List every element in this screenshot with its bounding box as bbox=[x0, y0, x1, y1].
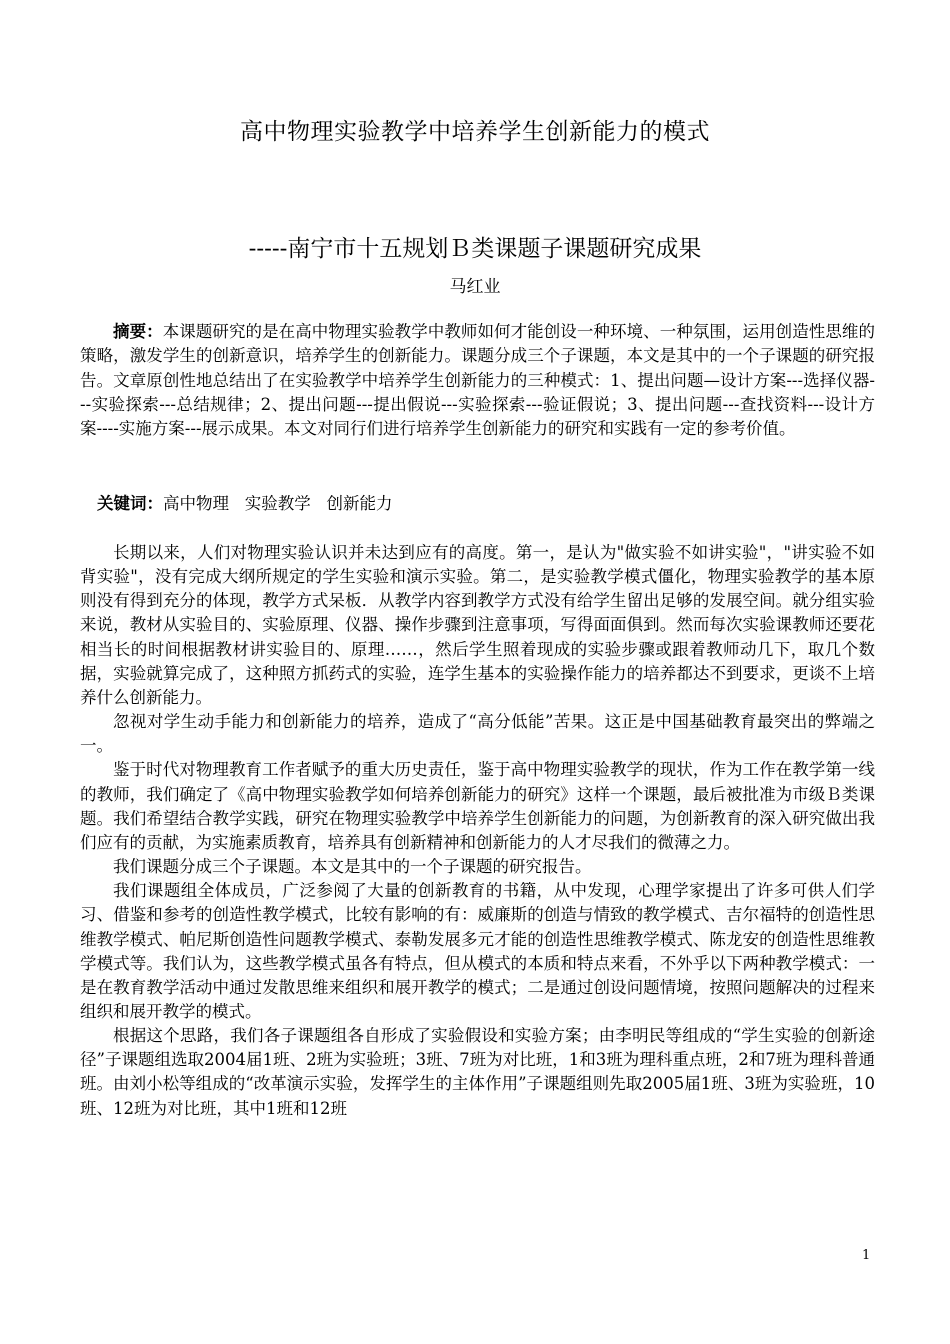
body-paragraph: 长期以来，人们对物理实验认识并未达到应有的高度。第一，是认为"做实验不如讲实验"，"讲实验不如背实验"，没有完成大纲所规定的学生实验和演示实验。第二，是实验教学模式僵化，物理实验教学的基本原则没有得到充分的体现，教学方式呆板．从教学内容到教学方式没有给学生留出足够的发展空间。就分组实验来说，教材从实验目的、实验原理、仪器、操作步骤到注意事项，写得面面俱到。然而每次实验课教师还要花相当长的时间根据教材讲实验目的、原理……，然后学生照着现成的实验步骤或跟着教师动几下，取几个数据，实验就算完成了，这种照方抓药式的实验，连学生基本的实验操作能力的培养都达不到要求，更谈不上培养什么创新能力。 bbox=[80, 543, 875, 707]
page-number: 1 bbox=[862, 1248, 871, 1263]
body-text bbox=[80, 541, 875, 1121]
document-title: 高中物理实验教学中培养学生创新能力的模式 bbox=[240, 119, 710, 145]
abstract-label: 摘要： bbox=[113, 322, 163, 341]
author-name: 马红业 bbox=[449, 277, 501, 297]
abstract-text: 本课题研究的是在高中物理实验教学中教师如何才能创设一种环境、一种氛围，运用创造性思维的策略，激发学生的创新意识，培养学生的创新能力。课题分成三个子课题，本文是其中的一个子课题的研究报告。文章原创性地总结出了在实验教学中培养学生创新能力的三种模式：1、提出问题—设计方案---选择仪器---实验探索---总结规律；2、提出问题---提出假说---实验探索---验证假说；3、提出问题---查找资料---设计方案----实施方案---展示成果。本文对同行们进行培养学生创新能力的研究和实践有一定的参考价值。 bbox=[80, 322, 876, 439]
body-paragraph: 我们课题分成三个子课题。本文是其中的一个子课题的研究报告。 bbox=[113, 857, 592, 877]
body-paragraph: 根据这个思路，我们各子课题组各自形成了实验假设和实验方案；由李明民等组成的“学生实验的创新途径”子课题组选取2004届1班、2班为实验班；3班、7班为对比班，1和3班为理科重点班，2和7班为理科普通班。由刘小松等组成的“改革演示实验，发挥学生的主体作用”子课题组则先取2005届1班、3班为实验班，10班、12班为对比班，其中1班和12班 bbox=[80, 1026, 875, 1118]
keywords-text: 高中物理 实验教学 创新能力 bbox=[163, 494, 393, 513]
abstract-paragraph bbox=[80, 320, 875, 441]
body-paragraph: 我们课题组全体成员，广泛参阅了大量的创新教育的书籍，从中发现，心理学家提出了许多可供人们学习、借鉴和参考的创造性教学模式，比较有影响的有：威廉斯的创造与情致的教学模式、吉尔福特的创造性思维教学模式、帕尼斯创造性问题教学模式、泰勒发展多元才能的创造性思维教学模式、陈龙安的创造性思维教学模式等。我们认为，这些教学模式虽各有特点，但从模式的本质和特点来看，不外乎以下两种教学模式：一是在教育教学活动中通过发散思维来组织和展开教学的模式；二是通过创设问题情境，按照问题解决的过程来组织和展开教学的模式。 bbox=[80, 881, 875, 1021]
body-paragraph: 鉴于时代对物理教育工作者赋予的重大历史责任，鉴于高中物理实验教学的现状，作为工作在教学第一线的教师，我们确定了《高中物理实验教学如何培养创新能力的研究》这样一个课题，最后被批准为市级Ｂ类课题。我们希望结合教学实践，研究在物理实验教学中培养学生创新能力的问题，为创新教育的深入研究做出我们应有的贡献，为实施素质教育，培养具有创新精神和创新能力的人才尽我们的微薄之力。 bbox=[80, 760, 875, 852]
document-subtitle: -----南宁市十五规划Ｂ类课题子课题研究成果 bbox=[248, 236, 702, 262]
keywords-line bbox=[97, 492, 392, 516]
keywords-label: 关键词： bbox=[97, 494, 163, 513]
body-paragraph: 忽视对学生动手能力和创新能力的培养，造成了“高分低能”苦果。这正是中国基础教育最突出的弊端之一。 bbox=[80, 712, 875, 756]
